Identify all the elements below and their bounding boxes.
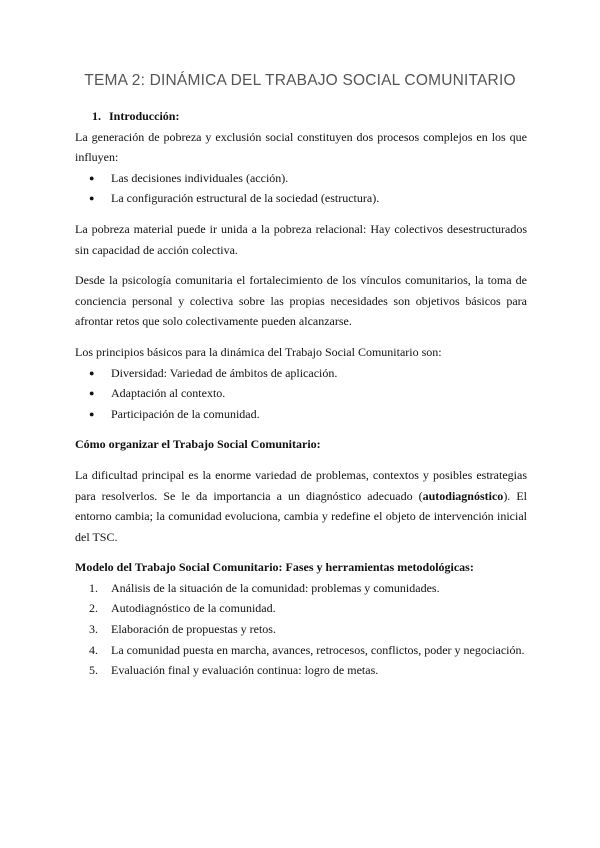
list-item-text: La configuración estructural de la sociedad (estructura). (111, 191, 380, 206)
list-number: 4. (89, 642, 98, 657)
list-item (75, 640, 527, 661)
list-item-text: Elaboración de propuestas y retos. (111, 622, 276, 637)
list-item (75, 188, 527, 209)
list-item (75, 578, 527, 599)
section-heading-text: Introducción: (109, 109, 180, 123)
section-heading-modelo: Modelo del Trabajo Social Comunitario: Fases y herramientas metodológicas: (75, 560, 474, 575)
bullet-icon: ● (89, 367, 95, 378)
list-item-text: La comunidad puesta en marcha, avances, retrocesos, conflictos, poder y negociación. (111, 642, 525, 657)
document-body (75, 106, 527, 681)
section-heading-introduccion (92, 106, 527, 127)
list-item (75, 619, 527, 640)
list-item-text: Análisis de la situación de la comunidad: problemas y comunidades. (111, 580, 440, 595)
phases-list (75, 578, 527, 681)
list-item (75, 383, 527, 404)
influences-list (75, 168, 527, 209)
list-number: 2. (89, 601, 98, 616)
list-item-text: Diversidad: Variedad de ámbitos de aplicación. (111, 365, 338, 380)
section-heading-organizar: Cómo organizar el Trabajo Social Comunitario: (75, 437, 321, 452)
paragraph-psicologia-comunitaria: Desde la psicología comunitaria el fortalecimiento de los vínculos comunitarios, la toma de conciencia personal y colectiva sobre las propias necesidades son objetivos básicos para afrontar retos que solo colectivamente pueden alcanzarse. (75, 273, 527, 329)
paragraph-pobreza-relacional: La pobreza material puede ir unida a la pobreza relacional: Hay colectivos desestructurados sin capacidad de acción colectiva. (75, 221, 527, 257)
list-item (75, 168, 527, 189)
list-item-text: Evaluación final y evaluación continua: logro de metas. (111, 663, 379, 678)
paragraph-text-after: ). El entorno cambia; la comunidad evoluciona, cambia y redefine el objeto de intervención inicial del TSC. (75, 488, 527, 544)
list-number: 3. (89, 622, 98, 637)
bullet-icon: ● (89, 193, 95, 204)
principles-list (75, 363, 527, 425)
list-number: 5. (89, 663, 98, 678)
bullet-icon: ● (89, 172, 95, 183)
section-number: 1. (92, 109, 101, 123)
list-item (75, 660, 527, 681)
paragraph-text-before: La dificultad principal es la enorme variedad de problemas, contextos y posibles estrategias para resolverlos. Se le da importancia a un diagnóstico adecuado ( (75, 467, 527, 503)
list-item-text: Las decisiones individuales (acción). (111, 170, 289, 185)
list-item-text: Autodiagnóstico de la comunidad. (111, 601, 276, 616)
bullet-icon: ● (89, 408, 95, 419)
bold-term: autodiagnóstico (422, 488, 504, 503)
intro-paragraph: La generación de pobreza y exclusión social constituyen dos procesos complejos en los que influyen: (75, 129, 527, 165)
list-item (75, 363, 527, 384)
list-item-text: Adaptación al contexto. (111, 386, 226, 401)
list-item (75, 598, 527, 619)
list-item (75, 404, 527, 425)
document-title: TEMA 2: DINÁMICA DEL TRABAJO SOCIAL COMUNITARIO (84, 72, 516, 89)
bullet-icon: ● (89, 388, 95, 399)
principles-intro: Los principios básicos para la dinámica del Trabajo Social Comunitario son: (75, 344, 442, 359)
paragraph-dificultad (75, 465, 527, 547)
list-number: 1. (89, 580, 98, 595)
list-item-text: Participación de la comunidad. (111, 406, 260, 421)
